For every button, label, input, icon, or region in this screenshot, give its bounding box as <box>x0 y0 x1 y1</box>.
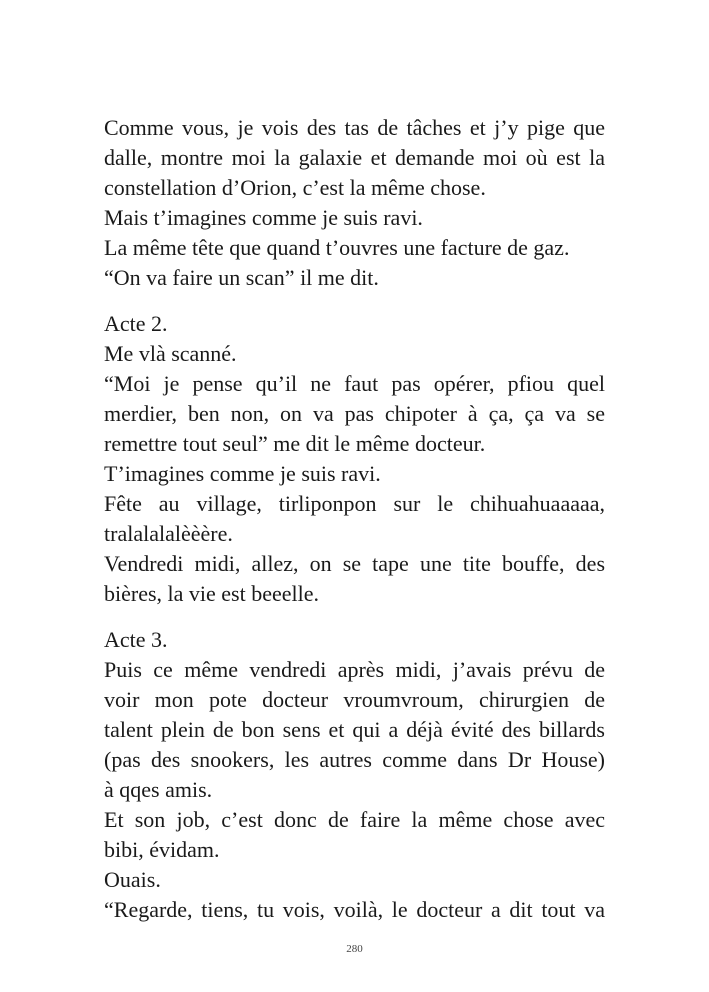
text-line: voir mon pote docteur vroumvroum, chirurgien de <box>104 687 605 712</box>
text-line: T’imagines comme je suis ravi. <box>104 461 381 486</box>
text-line: Me vlà scanné. <box>104 341 237 366</box>
text-line: bibi, évidam. <box>104 837 220 862</box>
text-line: à qqes amis. <box>104 777 213 802</box>
paragraph-3 <box>104 625 605 925</box>
paragraph-gap <box>104 609 605 625</box>
text-line: Mais t’imagines comme je suis ravi. <box>104 205 423 230</box>
paragraph-1 <box>104 113 605 293</box>
text-line: (pas des snookers, les autres comme dans Dr House) <box>104 747 605 772</box>
text-line: dalle, montre moi la galaxie et demande moi où est la <box>104 145 605 170</box>
text-line: constellation d’Orion, c’est la même chose. <box>104 175 486 200</box>
text-line: Vendredi midi, allez, on se tape une tite bouffe, des <box>104 551 605 576</box>
text-line: “Moi je pense qu’il ne faut pas opérer, pfiou quel <box>104 371 605 396</box>
text-line: remettre tout seul” me dit le même docteur. <box>104 431 486 456</box>
text-line: La même tête que quand t’ouvres une facture de gaz. <box>104 235 570 260</box>
paragraph-2 <box>104 309 605 609</box>
page-number: 280 <box>346 943 363 955</box>
text-line: “On va faire un scan” il me dit. <box>104 265 379 290</box>
text-line: Fête au village, tirliponpon sur le chihuahuaaaaa, <box>104 491 605 516</box>
section-heading: Acte 2. <box>104 311 168 336</box>
text-line: talent plein de bon sens et qui a déjà évité des billards <box>104 717 605 742</box>
text-line: “Regarde, tiens, tu vois, voilà, le docteur a dit tout va <box>104 897 605 922</box>
text-line: Puis ce même vendredi après midi, j’avais prévu de <box>104 657 605 682</box>
page-text <box>104 113 605 925</box>
section-heading: Acte 3. <box>104 627 168 652</box>
text-line: bières, la vie est beeelle. <box>104 581 320 606</box>
text-line: Comme vous, je vois des tas de tâches et j’y pige que <box>104 115 605 140</box>
paragraph-gap <box>104 293 605 309</box>
text-line: merdier, ben non, on va pas chipoter à ça, ça va se <box>104 401 605 426</box>
text-line: Ouais. <box>104 867 161 892</box>
text-line: Et son job, c’est donc de faire la même chose avec <box>104 807 605 832</box>
text-line: tralalalalèèère. <box>104 521 233 546</box>
